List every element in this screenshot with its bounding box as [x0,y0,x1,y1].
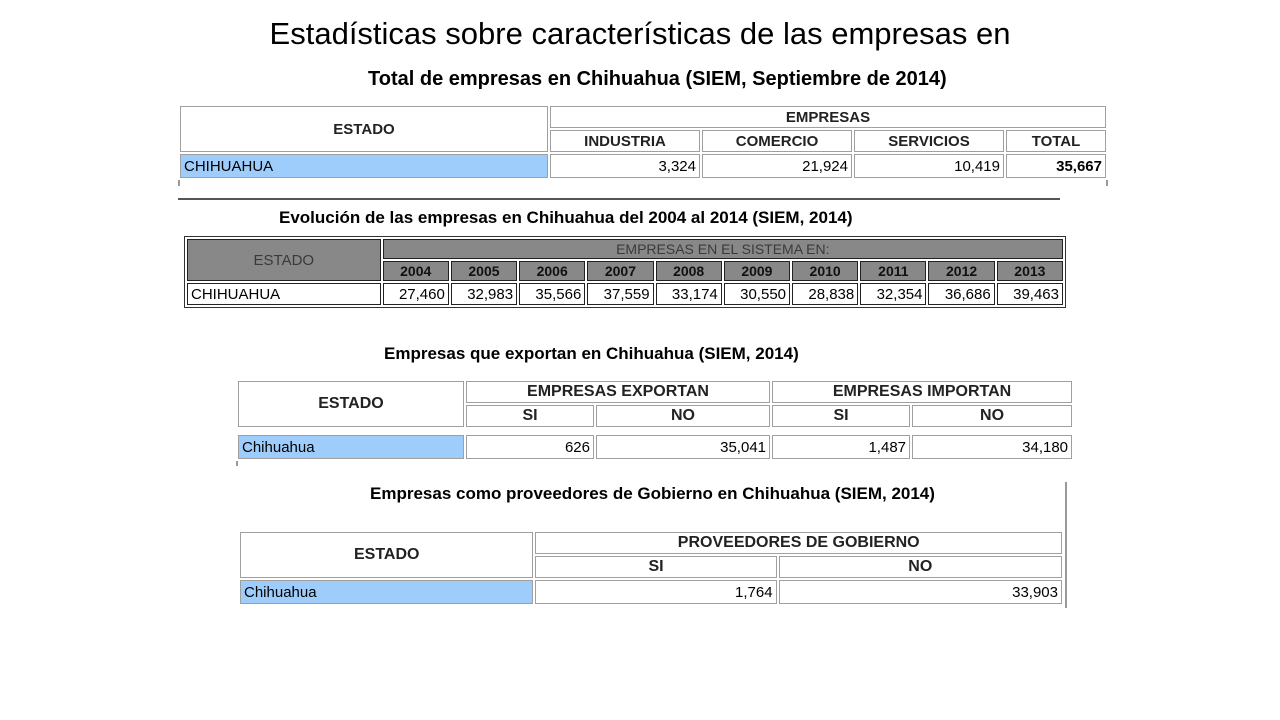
table2-estado-header: ESTADO [187,239,381,281]
table2-title: Evolución de las empresas en Chihuahua del 2004 al 2014 (SIEM, 2014) [279,208,853,227]
table2-year-header: 2009 [724,261,790,281]
table3 [236,379,1074,461]
table2-year-header: 2006 [519,261,585,281]
table1-cell: 3,324 [550,154,700,178]
table4-sub-header: SI [535,556,776,578]
divider-line [178,198,1060,200]
table1-empresas-header: EMPRESAS [550,106,1106,128]
table2-cell: 32,983 [451,283,517,305]
table1-cell: 21,924 [702,154,852,178]
table1-col-header: INDUSTRIA [550,130,700,152]
table2-year-header: 2010 [792,261,858,281]
table1-col-header: COMERCIO [702,130,852,152]
table4-title: Empresas como proveedores de Gobierno en Chihuahua (SIEM, 2014) [370,484,935,503]
table1-col-header: TOTAL [1006,130,1106,152]
table2-group-header: EMPRESAS EN EL SISTEMA EN: [383,239,1063,259]
table1-cell: 10,419 [854,154,1004,178]
table3-row-estado: Chihuahua [238,435,464,459]
table3-sub-header: SI [772,405,910,427]
table4-row-estado: Chihuahua [240,580,533,604]
table3-cell: 626 [466,435,594,459]
table3-importan-header: EMPRESAS IMPORTAN [772,381,1072,403]
table2-cell: 37,559 [587,283,653,305]
table1-total-cell: 35,667 [1006,154,1106,178]
table3-sub-header: NO [912,405,1072,427]
table1-row-estado: CHIHUAHUA [180,154,548,178]
table3-cell: 35,041 [596,435,770,459]
table2-cell: 28,838 [792,283,858,305]
page-title: Estadísticas sobre características de las empresas en [269,16,1011,51]
table3-sub-header: NO [596,405,770,427]
table2-cell: 35,566 [519,283,585,305]
table2-year-header: 2007 [587,261,653,281]
table2-year-header: 2011 [860,261,926,281]
table4-cell: 1,764 [535,580,776,604]
table4 [238,530,1064,606]
table2-cell: 27,460 [383,283,449,305]
table2-year-header: 2012 [928,261,994,281]
table2-year-header: 2005 [451,261,517,281]
table3-estado-header: ESTADO [238,381,464,427]
table4-right-border [1065,482,1067,608]
table4-cell: 33,903 [779,580,1062,604]
table2-cell: 32,354 [860,283,926,305]
table1-estado-header: ESTADO [180,106,548,152]
table1-title: Total de empresas en Chihuahua (SIEM, Septiembre de 2014) [368,68,947,90]
table2-cell: 39,463 [997,283,1063,305]
table2-row-estado: CHIHUAHUA [187,283,381,305]
table2-cell: 30,550 [724,283,790,305]
table2-year-header: 2008 [656,261,722,281]
table1 [178,104,1108,180]
table3-cell: 1,487 [772,435,910,459]
table3-cell: 34,180 [912,435,1072,459]
table2 [184,236,1066,308]
table2-year-header: 2013 [997,261,1063,281]
table3-title: Empresas que exportan en Chihuahua (SIEM, 2014) [384,344,799,363]
table4-group-header: PROVEEDORES DE GOBIERNO [535,532,1062,554]
table3-sub-header: SI [466,405,594,427]
table4-sub-header: NO [779,556,1062,578]
table2-cell: 36,686 [928,283,994,305]
table3-exportan-header: EMPRESAS EXPORTAN [466,381,770,403]
table4-estado-header: ESTADO [240,532,533,578]
table1-col-header: SERVICIOS [854,130,1004,152]
table2-year-header: 2004 [383,261,449,281]
table2-cell: 33,174 [656,283,722,305]
